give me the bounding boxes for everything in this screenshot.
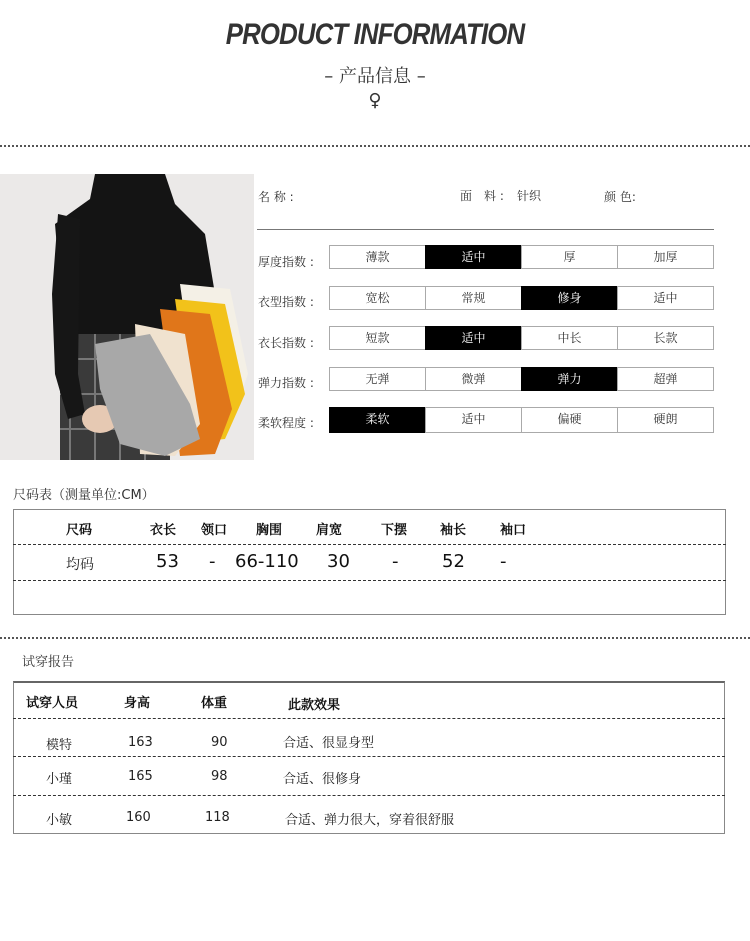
row-divider xyxy=(13,544,726,545)
attr-options-thickness xyxy=(329,245,713,269)
divider xyxy=(257,229,714,230)
size-cell: 66-110 xyxy=(235,551,299,572)
divider xyxy=(0,637,750,639)
attr-label-elasticity: 弹力指数 : xyxy=(258,376,314,390)
product-photo xyxy=(0,174,254,460)
size-header: 领口 xyxy=(201,523,228,538)
attr-options-softness xyxy=(329,407,713,433)
attr-option: 常规 xyxy=(425,286,522,310)
attr-options-elasticity xyxy=(329,367,713,391)
row-divider xyxy=(13,718,725,719)
trial-cell: 163 xyxy=(128,735,153,750)
attr-label-length: 衣长指数 : xyxy=(258,336,314,350)
size-cell: 均码 xyxy=(66,557,94,573)
trial-cell: 合适、很修身 xyxy=(283,772,362,787)
attr-option: 微弹 xyxy=(425,367,522,391)
trial-header: 此款效果 xyxy=(288,698,341,713)
page-title: PRODUCT INFORMATION xyxy=(225,18,525,51)
trial-cell: 165 xyxy=(128,769,153,784)
trial-cell: 合适、弹力很大，穿着很舒服 xyxy=(285,813,455,828)
name-label: 名 称 : xyxy=(258,190,294,204)
size-cell: 53 xyxy=(156,551,179,572)
attr-option: 薄款 xyxy=(329,245,426,269)
trial-header: 身高 xyxy=(124,696,151,711)
female-symbol-icon: ♀ xyxy=(368,90,382,111)
size-header: 尺码 xyxy=(66,523,93,538)
attr-option-selected: 弹力 xyxy=(521,367,618,391)
attr-option-selected: 适中 xyxy=(425,245,522,269)
row-divider xyxy=(13,795,725,796)
attr-label-fit: 衣型指数 : xyxy=(258,295,314,309)
attr-option: 中长 xyxy=(521,326,618,350)
attr-option: 宽松 xyxy=(329,286,426,310)
trial-report-title: 试穿报告 xyxy=(22,655,75,670)
attr-option-selected: 修身 xyxy=(521,286,618,310)
trial-cell: 160 xyxy=(126,810,151,825)
size-header: 肩宽 xyxy=(316,523,343,538)
size-cell: - xyxy=(392,551,399,572)
attr-options-fit xyxy=(329,286,713,310)
sweater-illustration xyxy=(0,174,254,460)
attr-option: 无弹 xyxy=(329,367,426,391)
trial-header: 试穿人员 xyxy=(26,696,79,711)
divider xyxy=(0,145,750,147)
size-table-title: 尺码表（测量单位:CM） xyxy=(13,488,155,503)
attr-option-selected: 适中 xyxy=(425,326,522,350)
attr-option: 硬朗 xyxy=(617,407,714,433)
size-cell: - xyxy=(209,551,216,572)
color-label: 颜 色: xyxy=(604,190,636,204)
trial-cell: 小敏 xyxy=(46,813,73,828)
size-cell: 52 xyxy=(442,551,465,572)
attr-option: 短款 xyxy=(329,326,426,350)
size-header: 衣长 xyxy=(150,523,177,538)
trial-cell: 98 xyxy=(211,769,228,784)
trial-cell: 合适、很显身型 xyxy=(283,736,375,751)
trial-cell: 90 xyxy=(211,735,228,750)
size-header: 胸围 xyxy=(256,523,283,538)
attr-option: 厚 xyxy=(521,245,618,269)
attr-label-thickness: 厚度指数 : xyxy=(258,255,314,269)
attr-option: 长款 xyxy=(617,326,714,350)
attr-label-softness: 柔软程度 : xyxy=(258,416,314,430)
trial-cell: 模特 xyxy=(46,738,73,753)
attr-option: 超弹 xyxy=(617,367,714,391)
trial-cell: 118 xyxy=(205,810,230,825)
attr-option: 适中 xyxy=(617,286,714,310)
size-header: 袖长 xyxy=(440,523,467,538)
size-header: 袖口 xyxy=(500,523,527,538)
attr-option: 加厚 xyxy=(617,245,714,269)
fabric-value: 针织 xyxy=(517,189,542,203)
attr-option-selected: 柔软 xyxy=(329,407,426,433)
row-divider xyxy=(13,580,726,581)
attr-options-length xyxy=(329,326,713,350)
size-cell: 30 xyxy=(327,551,350,572)
trial-header: 体重 xyxy=(201,696,228,711)
page-subtitle: – 产品信息 – xyxy=(324,66,426,87)
row-divider xyxy=(13,756,725,757)
size-table xyxy=(13,509,726,615)
attr-option: 偏硬 xyxy=(521,407,618,433)
size-header: 下摆 xyxy=(381,523,408,538)
fabric-label: 面 料 : xyxy=(460,189,504,203)
trial-cell: 小瑾 xyxy=(46,772,73,787)
size-cell: - xyxy=(500,551,507,572)
attr-option: 适中 xyxy=(425,407,522,433)
